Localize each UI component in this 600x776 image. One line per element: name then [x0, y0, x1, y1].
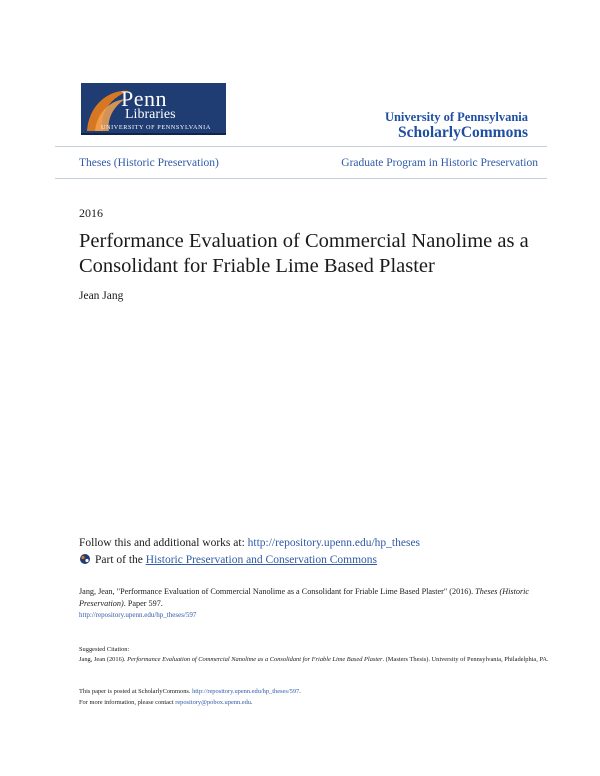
repository-name: ScholarlyCommons: [397, 124, 528, 141]
follow-url-link[interactable]: http://repository.upenn.edu/hp_theses: [247, 537, 421, 549]
contact-email-link[interactable]: repository@pobox.upenn.edu: [175, 699, 252, 706]
posted-line: [79, 687, 549, 697]
scholarlycommons-brand[interactable]: [385, 111, 528, 142]
suggested-citation-body: [79, 655, 549, 665]
header-divider-bottom: [55, 178, 547, 179]
contact-line: [79, 698, 549, 708]
nav-theses-link[interactable]: Theses (Historic Preservation): [79, 157, 219, 169]
header-divider-top: [55, 146, 547, 147]
suggested-citation-block: [79, 645, 549, 664]
follow-prefix: Follow this and additional works at:: [79, 537, 248, 549]
part-of-prefix: Part of the: [95, 554, 146, 566]
follow-line: [79, 537, 420, 549]
commons-network-icon: [79, 553, 91, 565]
posted-prefix: This paper is posted at ScholarlyCommons.: [79, 688, 193, 695]
citation-paper-number: . Paper 597.: [123, 598, 163, 608]
citation-url-link[interactable]: http://repository.upenn.edu/hp_theses/597: [79, 611, 197, 619]
posted-suffix: .: [299, 688, 301, 695]
paper-title: Performance Evaluation of Commercial Nanolime as a Consolidant for Friable Lime Based Plaster: [79, 230, 529, 277]
logo-libraries-text: Libraries: [125, 107, 176, 122]
recommended-citation: [79, 586, 549, 622]
contact-prefix: For more information, please contact: [79, 699, 176, 706]
citation-series: Theses (Historic Preservation): [79, 587, 530, 608]
suggested-title: Performance Evaluation of Commercial Nanolime as a Consolidant for Friable Lime Based Plaster: [127, 655, 383, 663]
logo-penn-text: Penn: [121, 86, 167, 111]
suggested-suffix: . (Masters Thesis). University of Pennsylvania, Philadelphia, PA.: [382, 655, 549, 663]
posted-url-link[interactable]: http://repository.upenn.edu/hp_theses/597: [192, 688, 300, 695]
suggested-prefix: Jang, Jean (2016).: [79, 655, 128, 663]
institution-name: University of Pennsylvania: [384, 110, 528, 124]
logo-university-text: UNIVERSITY OF PENNSYLVANIA: [101, 124, 211, 131]
part-of-line: [79, 553, 377, 566]
historic-preservation-commons-link[interactable]: Historic Preservation and Conservation Commons: [145, 554, 378, 566]
nav-graduate-program-link[interactable]: Graduate Program in Historic Preservation: [341, 157, 538, 169]
contact-suffix: .: [251, 699, 253, 706]
citation-text: Jang, Jean, "Performance Evaluation of Commercial Nanolime as a Consolidant for Friable Lime Based Plaster" (2016).: [79, 587, 474, 596]
suggested-citation-heading: Suggested Citation:: [79, 646, 130, 653]
penn-libraries-logo: [81, 83, 226, 135]
paper-author: Jean Jang: [79, 290, 124, 302]
publication-year: 2016: [79, 206, 103, 220]
